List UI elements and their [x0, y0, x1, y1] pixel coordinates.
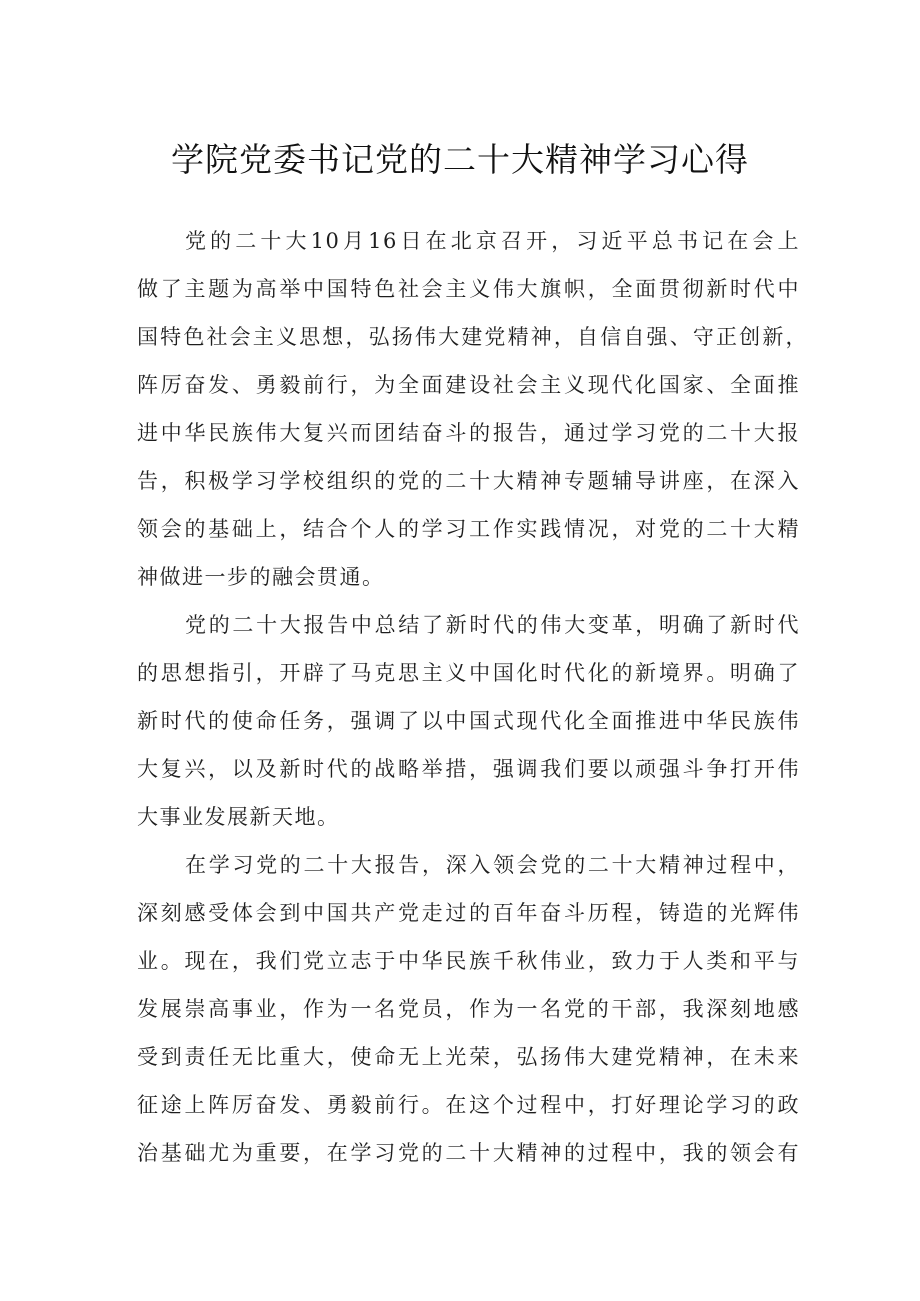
document-body — [137, 217, 808, 1177]
paragraph-line: 领会的基础上，结合个人的学习工作实践情况，对党的二十大精 — [137, 517, 800, 541]
paragraph-line: 进中华民族伟大复兴而团结奋斗的报告，通过学习党的二十大报 — [137, 421, 800, 445]
paragraph-line: 大复兴，以及新时代的战略举措，强调我们要以顽强斗争打开伟 — [137, 757, 800, 781]
paragraph-line: 业。现在，我们党立志于中华民族千秋伟业，致力于人类和平与 — [137, 949, 800, 973]
paragraph-line: 治基础尤为重要，在学习党的二十大精神的过程中，我的领会有 — [137, 1141, 800, 1165]
paragraph-2 — [137, 601, 800, 841]
paragraph-1 — [137, 217, 808, 601]
paragraph-line: 做了主题为高举中国特色社会主义伟大旗帜，全面贯彻新时代中 — [137, 277, 800, 301]
paragraph-line: 在学习党的二十大报告，深入领会党的二十大精神过程中， — [185, 853, 800, 877]
paragraph-line: 神做进一步的融会贯通。 — [137, 565, 385, 589]
paragraph-line: 的思想指引，开辟了马克思主义中国化时代化的新境界。明确了 — [137, 661, 800, 685]
paragraph-line: 大事业发展新天地。 — [137, 805, 340, 829]
paragraph-line: 党的二十大10月16日在北京召开，习近平总书记在会上 — [185, 229, 800, 253]
paragraph-line: 深刻感受体会到中国共产党走过的百年奋斗历程，铸造的光辉伟 — [137, 901, 800, 925]
paragraph-line: 党的二十大报告中总结了新时代的伟大变革，明确了新时代 — [185, 613, 800, 637]
paragraph-line: 阵厉奋发、勇毅前行，为全面建设社会主义现代化国家、全面推 — [137, 373, 800, 397]
paragraph-3 — [137, 841, 800, 1177]
paragraph-line: 征途上阵厉奋发、勇毅前行。在这个过程中，打好理论学习的政 — [137, 1093, 800, 1117]
paragraph-line: 发展崇高事业，作为一名党员，作为一名党的干部，我深刻地感 — [137, 997, 800, 1021]
paragraph-line: 新时代的使命任务，强调了以中国式现代化全面推进中华民族伟 — [137, 709, 800, 733]
paragraph-line: 受到责任无比重大，使命无上光荣，弘扬伟大建党精神，在未来 — [137, 1045, 800, 1069]
paragraph-line: 国特色社会主义思想，弘扬伟大建党精神，自信自强、守正创新， — [137, 325, 808, 349]
paragraph-line: 告，积极学习学校组织的党的二十大精神专题辅导讲座，在深入 — [137, 469, 800, 493]
document-title: 学院党委书记党的二十大精神学习心得 — [171, 140, 749, 179]
